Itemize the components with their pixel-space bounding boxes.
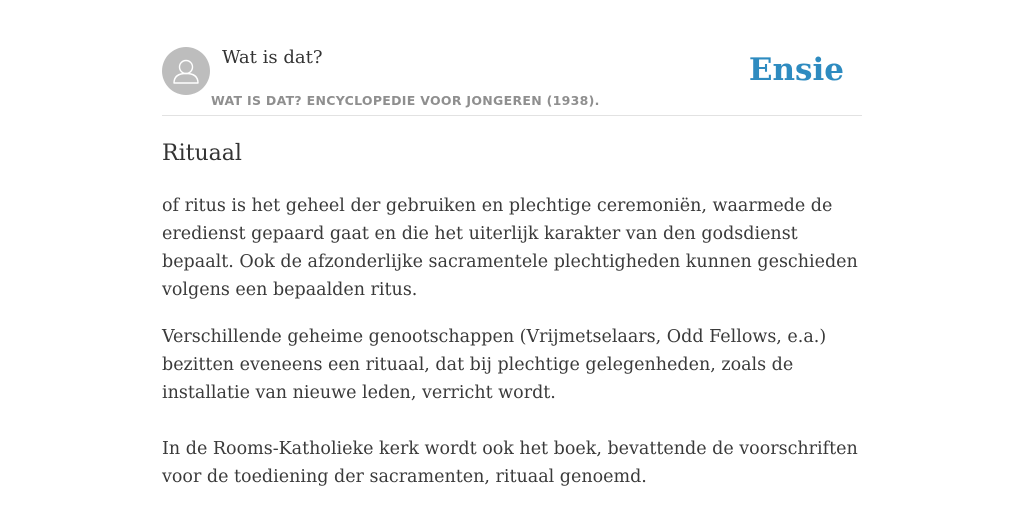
article-container <box>162 0 862 487</box>
entry-paragraph: of ritus is het geheel der gebruiken en plechtige ceremoniën, waarmede de eredienst gepaard gaat en die het uiterlijk karakter van den godsdienst bepaalt. Ook de afzonderlijke sacramentele plechtigheden kunnen geschieden volgens een bepaalden ritus. <box>162 196 858 300</box>
source-subtitle: WAT IS DAT? ENCYCLOPEDIE VOOR JONGEREN (1938). <box>211 93 600 108</box>
source-title[interactable]: Wat is dat? <box>222 47 323 68</box>
avatar[interactable] <box>162 47 210 95</box>
user-icon <box>162 47 210 95</box>
brand-logo[interactable]: Ensie <box>748 52 844 88</box>
entry-title: Rituaal <box>162 141 242 166</box>
entry-paragraph: Verschillende geheime genootschappen (Vrijmetselaars, Odd Fellows, e.a.) bezitten eveneens een rituaal, dat bij plechtige gelegenheden, zoals de installatie van nieuwe leden, verricht wordt. <box>162 327 827 403</box>
entry-paragraph: In de Rooms-Katholieke kerk wordt ook het boek, bevattende de voorschriften voor de toediening der sacramenten, rituaal genoemd. <box>162 439 858 487</box>
source-header <box>162 0 862 116</box>
